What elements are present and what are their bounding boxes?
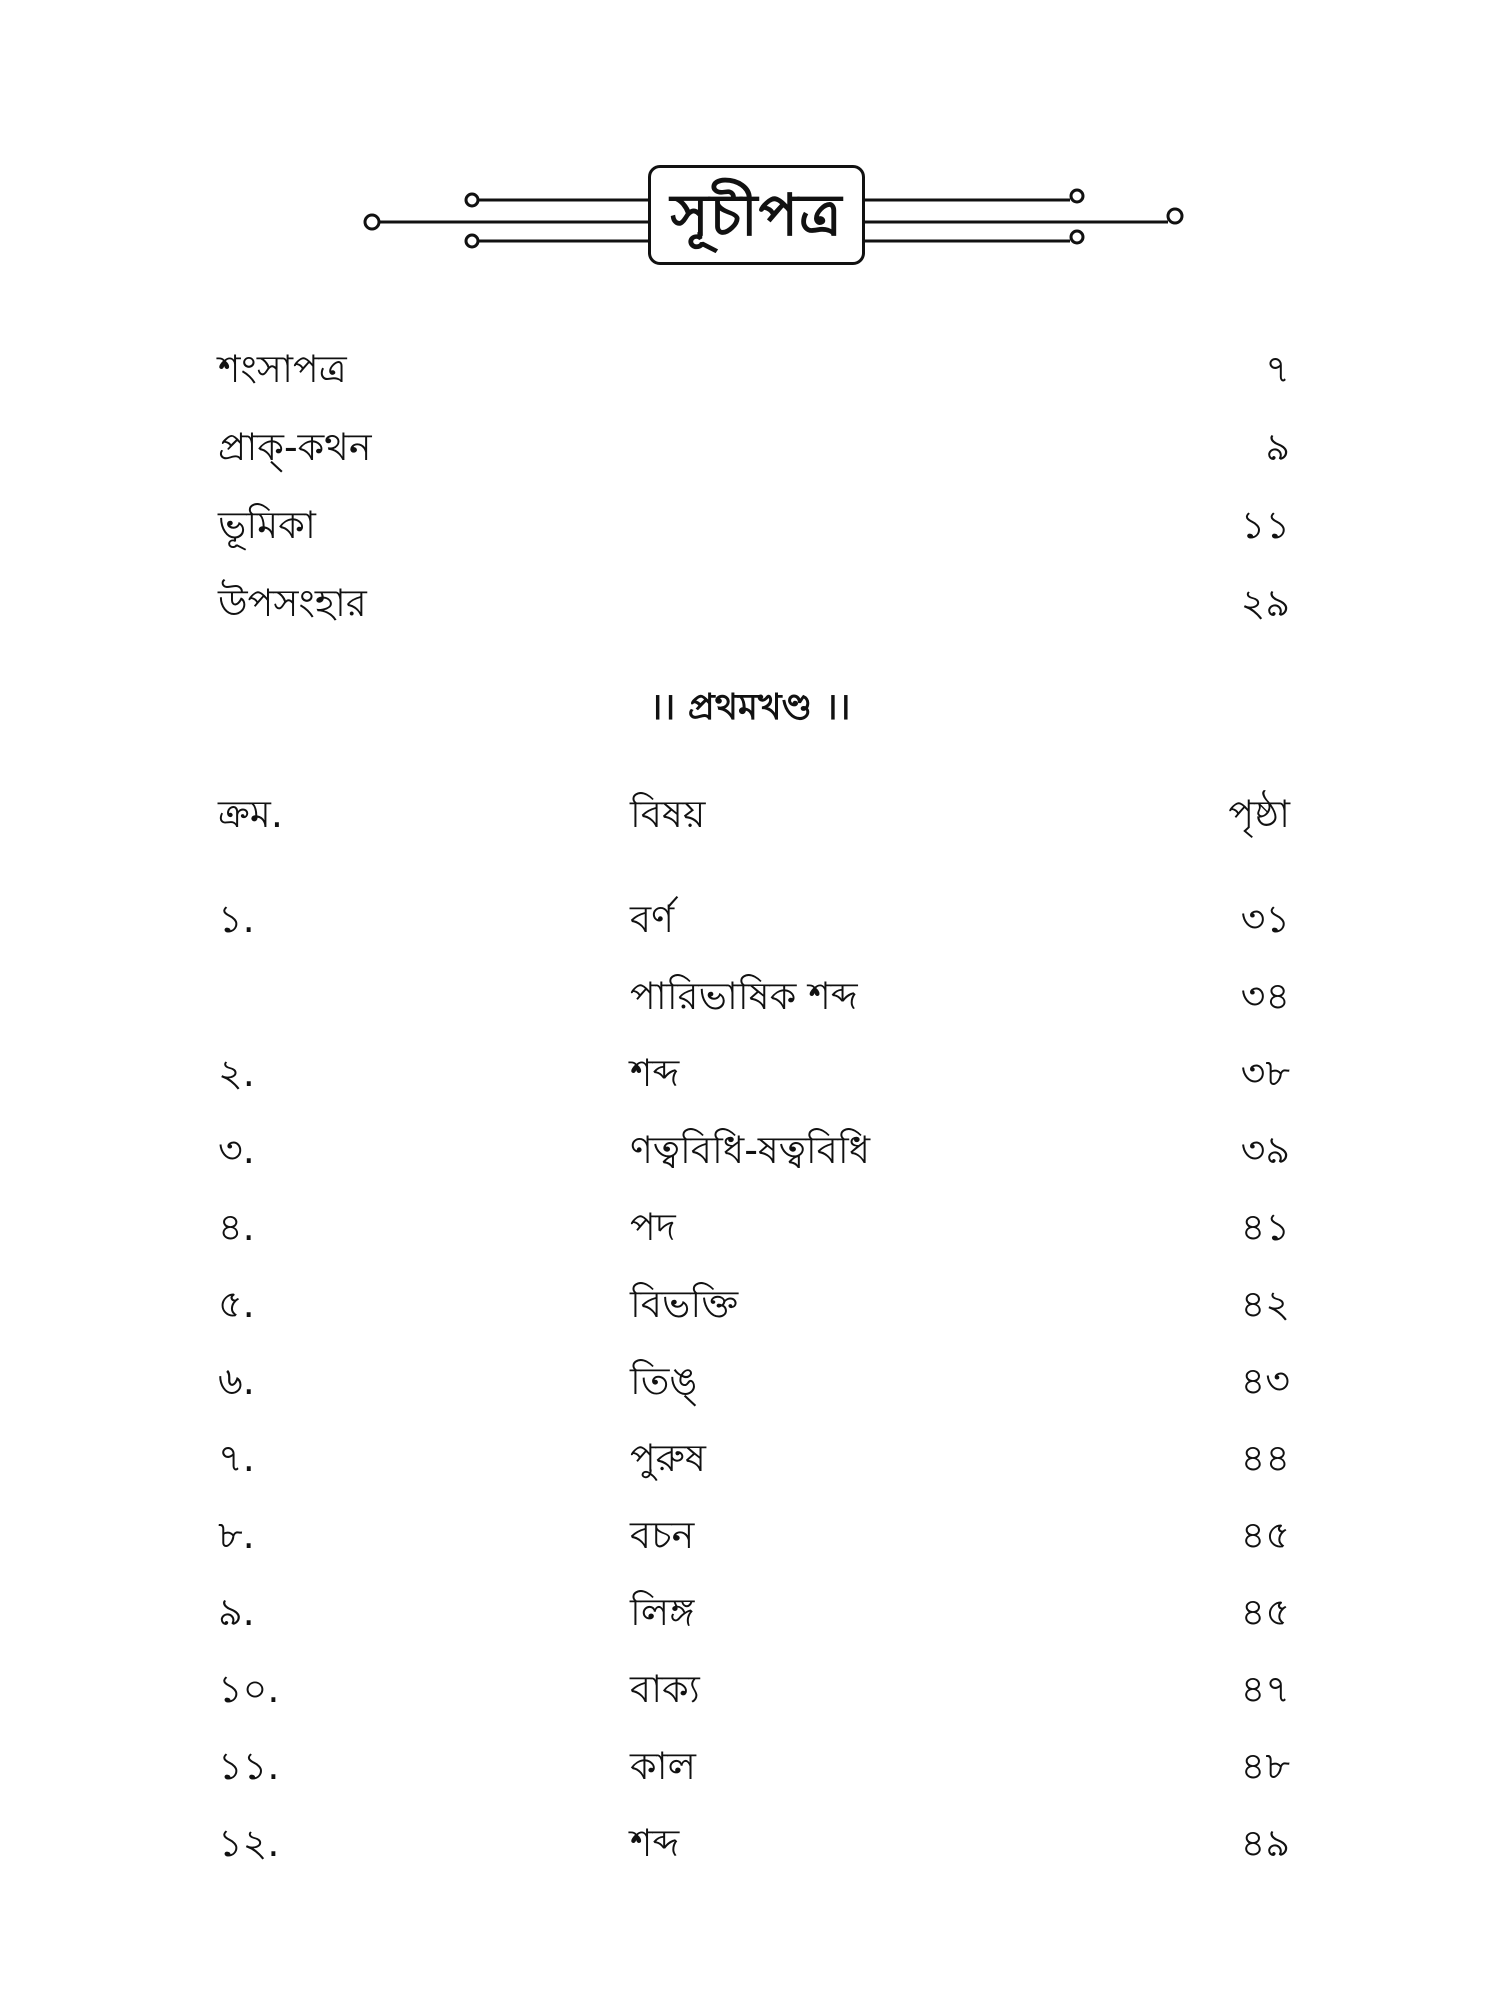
front-matter-item (218, 340, 1290, 400)
row-number: ১১. (218, 1744, 280, 1788)
row-page: ৪১ (1240, 1205, 1290, 1249)
table-row (218, 1583, 1290, 1643)
title-box (648, 165, 865, 265)
row-number: ৬. (218, 1359, 255, 1403)
row-topic: শব্দ (630, 1821, 680, 1865)
row-topic: বচন (630, 1513, 695, 1557)
table-row (218, 1352, 1290, 1412)
row-topic: বাক্য (630, 1667, 700, 1711)
row-page: ৩৪ (1240, 974, 1290, 1018)
section-heading: ।। প্রথমখণ্ড ।। (649, 687, 851, 728)
table-row (218, 890, 1290, 950)
row-page: ৪৫ (1240, 1513, 1290, 1557)
row-number: ৯. (218, 1590, 255, 1634)
row-page: ৪৭ (1240, 1667, 1290, 1711)
row-page: ৪৫ (1240, 1590, 1290, 1634)
front-matter-item (218, 418, 1290, 478)
front-matter-label: ভূমিকা (218, 503, 316, 547)
table-row (218, 1814, 1290, 1874)
table-header (218, 785, 1290, 845)
row-page: ৪৯ (1240, 1821, 1290, 1865)
table-row (218, 1737, 1290, 1797)
table-row (218, 1044, 1290, 1104)
front-matter-item (218, 574, 1290, 634)
row-topic: কাল (630, 1744, 696, 1788)
row-number: ৪. (218, 1205, 255, 1249)
row-topic: ণত্ববিধি-ষত্ববিধি (630, 1128, 871, 1172)
row-topic: পদ (630, 1205, 676, 1249)
row-number: ১. (218, 897, 255, 941)
front-matter-page: ৯ (1265, 425, 1290, 469)
row-topic: লিঙ্গ (630, 1590, 695, 1634)
front-matter-label: উপসংহার (218, 581, 367, 625)
row-number: ৮. (218, 1513, 255, 1557)
table-row (218, 1506, 1290, 1566)
table-row (218, 1198, 1290, 1258)
row-number: ১২. (218, 1821, 280, 1865)
front-matter-label: প্রাক্-কথন (218, 425, 372, 469)
row-page: ৪৮ (1240, 1744, 1290, 1788)
table-row (218, 967, 1290, 1027)
row-number: ১০. (218, 1667, 280, 1711)
front-matter-item (218, 496, 1290, 556)
front-matter-page: ২৯ (1240, 581, 1290, 625)
row-topic: পারিভাষিক শব্দ (630, 974, 858, 1018)
row-topic: তিঙ্ (630, 1359, 698, 1403)
row-number: ৩. (218, 1128, 255, 1172)
header-topic: বিষয় (630, 792, 706, 836)
row-number: ২. (218, 1051, 255, 1095)
row-number: ৭. (218, 1436, 255, 1480)
row-topic: শব্দ (630, 1051, 680, 1095)
row-number: ৫. (218, 1282, 255, 1326)
header-page: পৃষ্ঠা (1228, 792, 1290, 836)
row-topic: পুরুষ (630, 1436, 706, 1480)
table-row (218, 1429, 1290, 1489)
front-matter-page: ১১ (1240, 503, 1290, 547)
header-number: ক্রম. (218, 792, 283, 836)
row-page: ৪৩ (1240, 1359, 1290, 1403)
row-page: ৩৮ (1240, 1051, 1290, 1095)
front-matter-page: ৭ (1265, 347, 1290, 391)
row-topic: বর্ণ (630, 897, 675, 941)
row-page: ৩৯ (1240, 1128, 1290, 1172)
row-page: ৪২ (1240, 1282, 1290, 1326)
row-page: ৩১ (1240, 897, 1290, 941)
table-row (218, 1660, 1290, 1720)
row-topic: বিভক্তি (630, 1282, 739, 1326)
front-matter-label: শংসাপত্র (218, 347, 347, 391)
table-row (218, 1275, 1290, 1335)
row-page: ৪৪ (1240, 1436, 1290, 1480)
table-row (218, 1121, 1290, 1181)
page-title: সূচীপত্র (670, 181, 843, 249)
